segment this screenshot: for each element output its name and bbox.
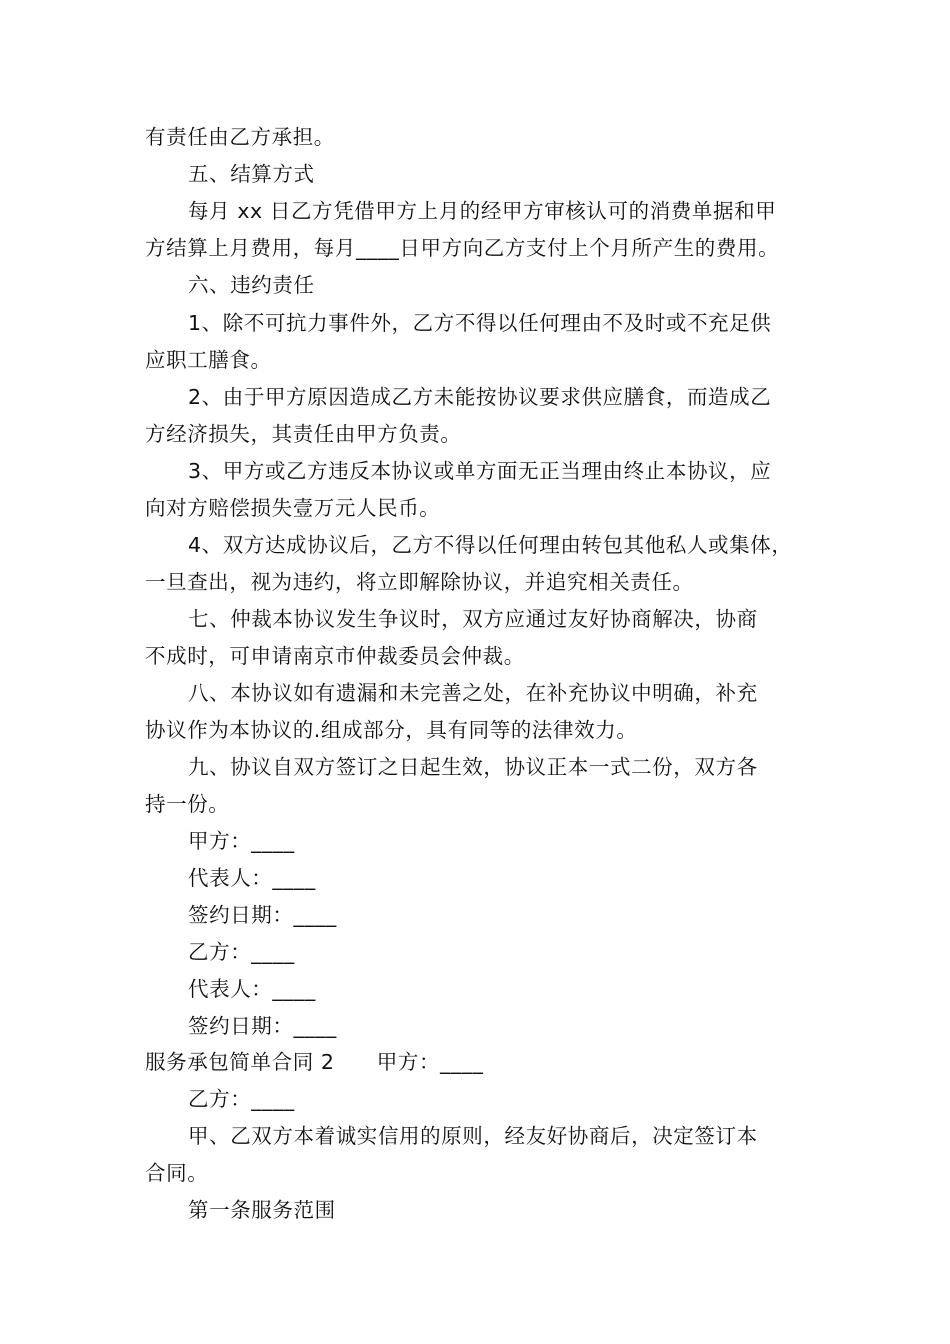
paragraph-line: 七、仲裁本协议发生争议时，双方应通过友好协商解决，协商 [188, 607, 758, 631]
section-heading: 六、违约责任 [188, 273, 315, 297]
signature-field: 签约日期：____ [188, 903, 337, 927]
paragraph-line: 协议作为本协议的.组成部分，具有同等的法律效力。 [145, 718, 638, 742]
paragraph-line: 八、本协议如有遗漏和未完善之处，在补充协议中明确，补充 [188, 681, 758, 705]
paragraph-line: 方结算上月费用，每月____日甲方向乙方支付上个月所产生的费用。 [145, 236, 780, 260]
signature-field: 签约日期：____ [188, 1014, 337, 1038]
section-heading: 第一条服务范围 [188, 1198, 336, 1222]
paragraph-line: 九、协议自双方签订之日起生效，协议正本一式二份，双方各 [188, 755, 758, 779]
paragraph-line: 3、甲方或乙方违反本协议或单方面无正当理由终止本协议，应 [188, 459, 772, 483]
signature-field: 乙方：____ [188, 940, 295, 964]
paragraph-line: 不成时，可申请南京市仲裁委员会仲裁。 [145, 644, 525, 668]
signature-field: 代表人：____ [188, 866, 316, 890]
paragraph-line: 甲、乙双方本着诚实信用的原则，经友好协商后，决定签订本 [188, 1124, 758, 1148]
signature-field: 甲方：____ [188, 829, 295, 853]
section-heading: 五、结算方式 [188, 162, 315, 186]
signature-field: 代表人：____ [188, 977, 316, 1001]
paragraph-line: 应职工膳食。 [145, 348, 272, 372]
paragraph-line: 合同。 [145, 1161, 209, 1185]
paragraph-line: 4、双方达成协议后，乙方不得以任何理由转包其他私人或集体， [188, 533, 793, 557]
signature-field: 乙方：____ [188, 1087, 295, 1111]
paragraph-line: 有责任由乙方承担。 [145, 125, 335, 149]
paragraph-line: 每月 xx 日乙方凭借甲方上月的经甲方审核认可的消费单据和甲 [188, 199, 777, 223]
paragraph-line: 1、除不可抗力事件外，乙方不得以任何理由不及时或不充足供 [188, 311, 772, 335]
paragraph-line: 持一份。 [145, 792, 230, 816]
paragraph-line: 一旦查出，视为违约，将立即解除协议，并追究相关责任。 [145, 570, 694, 594]
paragraph-line: 2、由于甲方原因造成乙方未能按协议要求供应膳食，而造成乙 [188, 385, 772, 409]
paragraph-line: 向对方赔偿损失壹万元人民币。 [145, 496, 441, 520]
contract-title: 服务承包简单合同 2 甲方：____ [145, 1050, 484, 1074]
paragraph-line: 方经济损失，其责任由甲方负责。 [145, 422, 462, 446]
